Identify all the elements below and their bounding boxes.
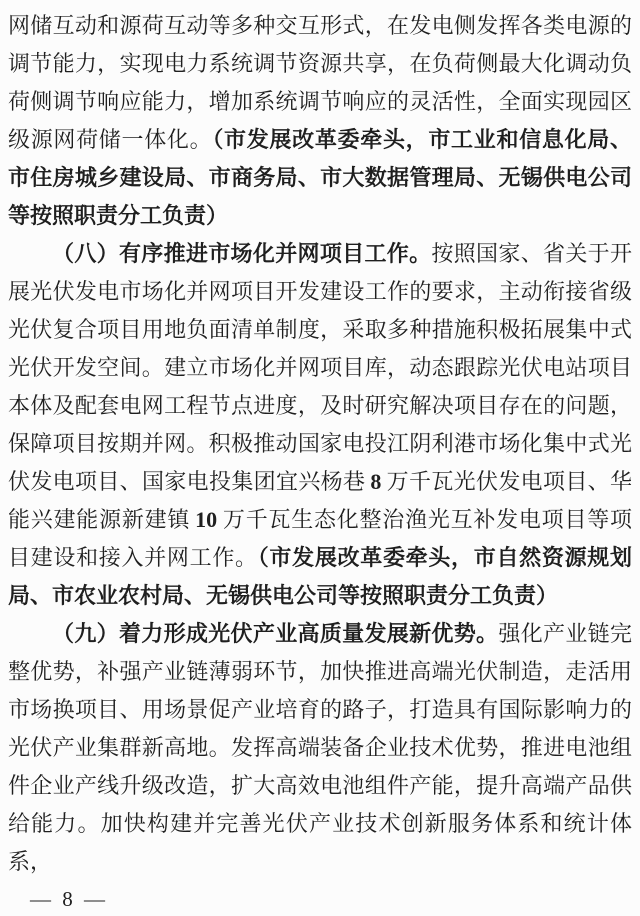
responsible-departments-note: （市发展改革委牵头，市工业和信息化局、市住房城乡建设局、市商务局、市大数据管理局、无锡供电公司等按照职责分工负责）: [8, 127, 632, 228]
paragraph-continued: [8, 7, 632, 235]
responsible-departments-note: （市发展改革委牵头，市自然资源规划局、市农业农村局、无锡供电公司等按照职责分工负责）: [8, 545, 632, 608]
paragraph-section-9: [8, 615, 632, 881]
body-text: 万千瓦光伏发电项目、华能兴建能源新建镇: [8, 469, 632, 532]
section-heading: （九）着力形成光伏产业高质量发展新优势。: [52, 621, 499, 646]
body-text: 强化产业链完整优势，补强产业链薄弱环节，加快推进高端光伏制造，走活用市场换项目、用场景促产业培育的路子，打造具有国际影响力的光伏产业集群新高地。发挥高端装备企业技术优势，推进电池组件企业产线升级改造，扩大高效电池组件产能，提升高端产品供给能力。加快构建并完善光伏产业技术创新服务体系和统计体系，: [8, 621, 632, 874]
body-text: 按照国家、省关于开展光伏发电市场化并网项目开发建设工作的要求，主动衔接省级光伏复合项目用地负面清单制度，采取多种措施积极拓展集中式光伏开发空间。建立市场化并网项目库，动态跟踪光伏电站项目本体及配套电网工程节点进度，及时研究解决项目存在的问题，保障项目按期并网。积极推动国家电投江阴利港市场化集中式光伏发电项目、国家电投集团宜兴杨巷: [8, 241, 632, 494]
body-text: 万千瓦生态化整治渔光互补发电项目等项目建设和接入并网工作。: [8, 507, 632, 570]
capacity-number: 8: [370, 469, 382, 494]
section-heading: （八）有序推进市场化并网项目工作。: [52, 241, 432, 266]
capacity-number: 10: [195, 507, 218, 532]
body-text: 网储互动和源荷互动等多种交互形式，在发电侧发挥各类电源的调节能力，实现电力系统调节资源共享，在负荷侧最大化调动负荷侧调节响应能力，增加系统调节响应的灵活性，全面实现园区级源网荷储一体化。: [8, 13, 632, 152]
paragraph-section-8: [8, 235, 632, 615]
page-number: — 8 —: [30, 887, 108, 911]
